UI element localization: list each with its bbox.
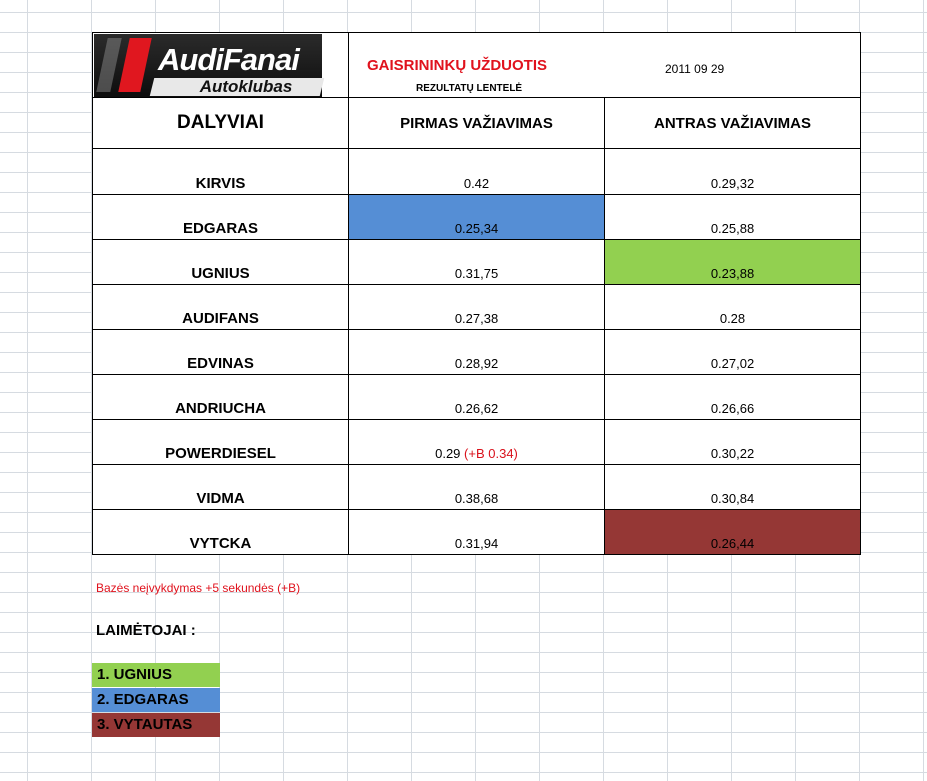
table-row bbox=[93, 240, 861, 285]
logo-brand-text: AudiFanai bbox=[158, 42, 299, 77]
participant-name: ANDRIUCHA bbox=[93, 375, 349, 420]
logo-sub-banner bbox=[150, 78, 324, 96]
table-row bbox=[93, 510, 861, 555]
logo-sub-text: Autoklubas bbox=[199, 77, 293, 96]
table-row bbox=[93, 465, 861, 510]
results-sheet bbox=[92, 32, 860, 558]
winners-title: LAIMĖTOJAI : bbox=[96, 622, 196, 639]
run2-time: 0.30,84 bbox=[605, 465, 861, 510]
participant-name: AUDIFANS bbox=[93, 285, 349, 330]
winner-first-place: 1. UGNIUS bbox=[92, 663, 220, 687]
penalty-note: (+B 0.34) bbox=[464, 446, 518, 461]
title-wrap bbox=[349, 33, 861, 97]
run1-time: 0.29 bbox=[435, 446, 461, 461]
run2-time: 0.28 bbox=[605, 285, 861, 330]
column-header-participants: DALYVIAI bbox=[93, 98, 349, 149]
title-cell bbox=[349, 33, 725, 98]
run2-time: 0.27,02 bbox=[605, 330, 861, 375]
participant-name: VIDMA bbox=[93, 465, 349, 510]
column-header-run1: PIRMAS VAŽIAVIMAS bbox=[349, 98, 605, 149]
run2-time: 0.26,66 bbox=[605, 375, 861, 420]
run2-time: 0.25,88 bbox=[605, 195, 861, 240]
table-row bbox=[93, 195, 861, 240]
column-header-run2: ANTRAS VAŽIAVIMAS bbox=[605, 98, 861, 149]
column-header-row bbox=[93, 98, 861, 149]
table-row bbox=[93, 420, 861, 465]
results-subtitle: REZULTATŲ LENTELĖ bbox=[416, 83, 523, 94]
run2-time-highlight-first: 0.23,88 bbox=[605, 240, 861, 285]
run2-time-highlight-third: 0.26,44 bbox=[605, 510, 861, 555]
run1-time: 0.27,38 bbox=[349, 285, 605, 330]
run1-time: 0.38,68 bbox=[349, 465, 605, 510]
run1-time: 0.26,62 bbox=[349, 375, 605, 420]
winner-second-place: 2. EDGARAS bbox=[92, 688, 220, 712]
participant-name: UGNIUS bbox=[93, 240, 349, 285]
run1-time-cell bbox=[349, 420, 605, 465]
run2-time: 0.30,22 bbox=[605, 420, 861, 465]
run1-time: 0.31,75 bbox=[349, 240, 605, 285]
winner-third-place: 3. VYTAUTAS bbox=[92, 713, 220, 737]
task-title: GAISRININKŲ UŽDUOTIS bbox=[367, 57, 547, 74]
run1-time-highlight-second: 0.25,34 bbox=[349, 195, 605, 240]
sheet-header-row bbox=[93, 33, 861, 98]
run1-time: 0.28,92 bbox=[349, 330, 605, 375]
table-row bbox=[93, 375, 861, 420]
participant-name: EDGARAS bbox=[93, 195, 349, 240]
logo-stripe-red bbox=[118, 38, 151, 92]
logo-cell bbox=[93, 33, 349, 98]
table-row bbox=[93, 149, 861, 195]
audifanai-logo bbox=[94, 34, 322, 97]
run1-time: 0.31,94 bbox=[349, 510, 605, 555]
run1-time: 0.42 bbox=[349, 149, 605, 195]
participant-name: POWERDIESEL bbox=[93, 420, 349, 465]
table-row bbox=[93, 330, 861, 375]
penalty-legend-note: Bazės neįvykdymas +5 sekundės (+B) bbox=[96, 581, 301, 595]
run2-time: 0.29,32 bbox=[605, 149, 861, 195]
results-table bbox=[92, 32, 861, 555]
participant-name: EDVINAS bbox=[93, 330, 349, 375]
table-row bbox=[93, 285, 861, 330]
event-date: 2011 09 29 bbox=[665, 62, 725, 76]
participant-name: VYTCKA bbox=[93, 510, 349, 555]
participant-name: KIRVIS bbox=[93, 149, 349, 195]
logo-stripe-grey bbox=[96, 38, 121, 92]
